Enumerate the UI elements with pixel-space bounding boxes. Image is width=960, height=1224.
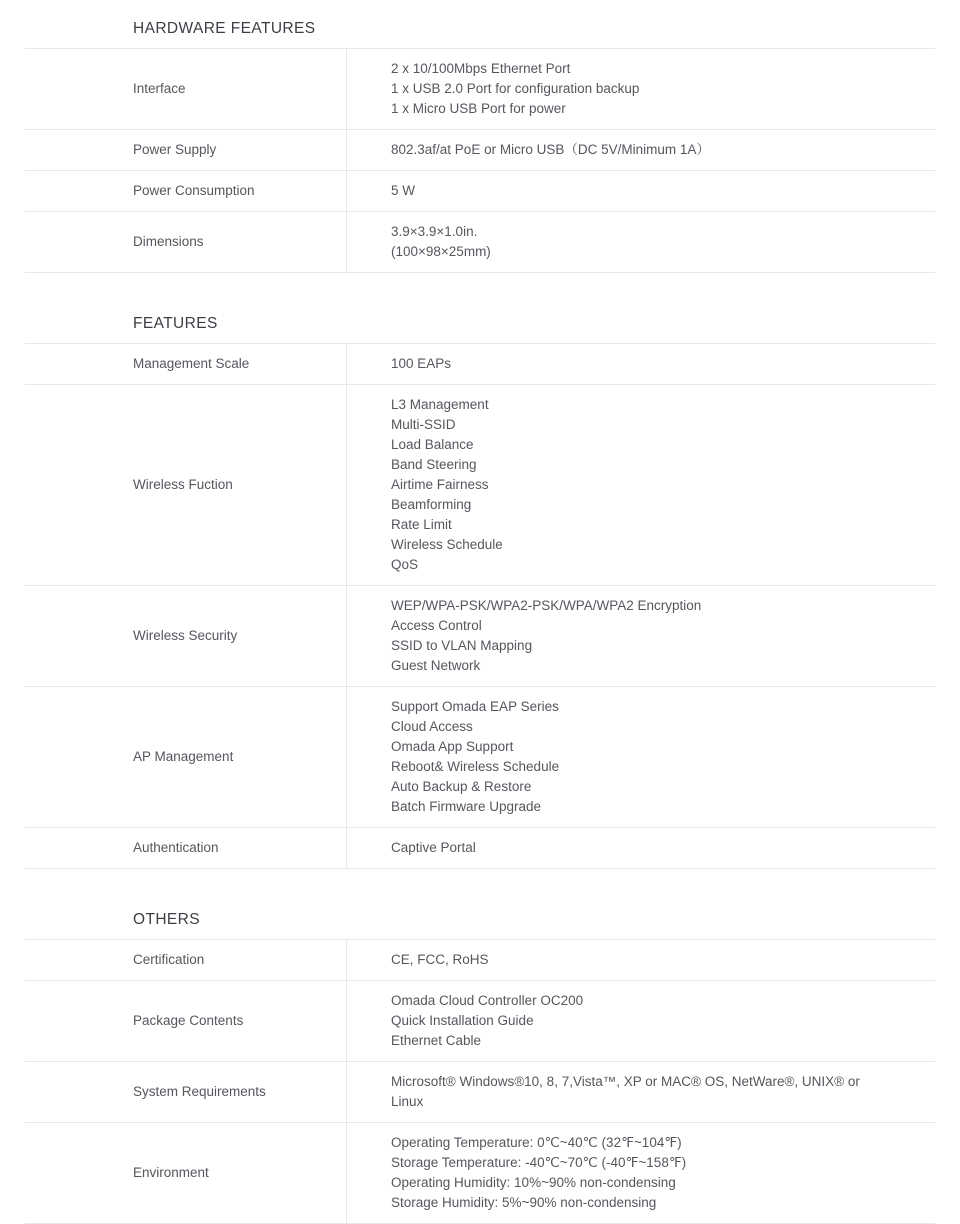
spec-value-line: SSID to VLAN Mapping <box>391 638 533 653</box>
spec-value-line: Storage Humidity: 5%~90% non-condensing <box>391 1195 657 1210</box>
spec-value-line: Guest Network <box>391 658 481 673</box>
spec-value-line: L3 Management <box>391 397 489 412</box>
spec-value-line: Airtime Fairness <box>391 477 489 492</box>
spec-label: Interface <box>133 81 186 96</box>
spec-row-system-requirements <box>25 1061 935 1122</box>
spec-row-power-consumption <box>25 170 935 211</box>
spec-row-package-contents <box>25 980 935 1061</box>
spec-label-cell <box>25 171 346 211</box>
spec-value-cell <box>346 586 935 686</box>
spec-value-cell <box>346 49 935 129</box>
spec-row-authentication <box>25 827 935 868</box>
section-title: HARDWARE FEATURES <box>133 20 316 37</box>
spec-label: Dimensions <box>133 234 204 249</box>
spec-value-line: Captive Portal <box>391 840 476 855</box>
spec-label: System Requirements <box>133 1084 266 1099</box>
spec-value-line: Microsoft® Windows®10, 8, 7,Vista™, XP or MAC® OS, NetWare®, UNIX® or <box>391 1074 860 1089</box>
spec-value-line: 100 EAPs <box>391 356 452 371</box>
spec-row-wireless-security <box>25 585 935 686</box>
spec-label: Power Consumption <box>133 183 255 198</box>
spec-value-line: Load Balance <box>391 437 474 452</box>
spec-label-cell <box>25 212 346 272</box>
spec-label-cell <box>25 586 346 686</box>
spec-value-line: CE, FCC, RoHS <box>391 952 489 967</box>
spec-value-cell <box>346 828 935 868</box>
spec-value-line: Omada Cloud Controller OC200 <box>391 993 584 1008</box>
section-others <box>25 910 935 1224</box>
spec-value-line: Multi-SSID <box>391 417 456 432</box>
spec-value-line: 802.3af/at PoE or Micro USB（DC 5V/Minimum 1A） <box>391 142 710 157</box>
section-features <box>25 314 935 869</box>
spec-value-line: 5 W <box>391 183 416 198</box>
spec-label-cell <box>25 49 346 129</box>
spec-label-cell <box>25 828 346 868</box>
spec-label: Wireless Security <box>133 628 238 643</box>
spec-value-cell <box>346 981 935 1061</box>
spec-value-cell <box>346 344 935 384</box>
section-hardware-features <box>25 19 935 273</box>
spec-value-line: Support Omada EAP Series <box>391 699 559 714</box>
spec-value-line: QoS <box>391 557 419 572</box>
spec-value-line: 1 x USB 2.0 Port for configuration backup <box>391 81 640 96</box>
spec-label: Wireless Fuction <box>133 477 233 492</box>
spec-label-cell <box>25 1062 346 1122</box>
spec-label: Power Supply <box>133 142 217 157</box>
spec-value-line: Wireless Schedule <box>391 537 503 552</box>
spec-value-cell <box>346 1123 935 1223</box>
spec-value-line: Auto Backup & Restore <box>391 779 532 794</box>
spec-value-line: Operating Humidity: 10%~90% non-condensing <box>391 1175 676 1190</box>
spec-label: AP Management <box>133 749 234 764</box>
spec-row-interface <box>25 49 935 129</box>
spec-sections <box>25 19 935 1224</box>
spec-label-cell <box>25 687 346 827</box>
spec-value-cell <box>346 385 935 585</box>
spec-value-line: Access Control <box>391 618 482 633</box>
spec-value-line: Cloud Access <box>391 719 473 734</box>
spec-value-line: Batch Firmware Upgrade <box>391 799 542 814</box>
spec-value-line: Rate Limit <box>391 517 452 532</box>
spec-value-cell <box>346 940 935 980</box>
spec-value-line: Operating Temperature: 0℃~40℃ (32℉~104℉) <box>391 1135 682 1150</box>
spec-value-line: Reboot& Wireless Schedule <box>391 759 560 774</box>
section-title: OTHERS <box>133 911 200 928</box>
spec-table <box>25 343 935 869</box>
spec-value-line: 3.9×3.9×1.0in. <box>391 224 478 239</box>
spec-table <box>25 939 935 1224</box>
spec-value-line: 1 x Micro USB Port for power <box>391 101 566 116</box>
spec-row-environment <box>25 1122 935 1223</box>
spec-label-cell <box>25 981 346 1061</box>
spec-row-dimensions <box>25 211 935 272</box>
spec-label-cell <box>25 344 346 384</box>
spec-label-cell <box>25 130 346 170</box>
spec-value-line: 2 x 10/100Mbps Ethernet Port <box>391 61 571 76</box>
spec-value-line: Beamforming <box>391 497 472 512</box>
spec-value-cell <box>346 1062 935 1122</box>
spec-value-line: Omada App Support <box>391 739 514 754</box>
spec-row-management-scale <box>25 344 935 384</box>
spec-label-cell <box>25 1123 346 1223</box>
spec-row-certification <box>25 940 935 980</box>
spec-row-ap-management <box>25 686 935 827</box>
spec-value-line: Band Steering <box>391 457 477 472</box>
spec-label: Package Contents <box>133 1013 244 1028</box>
spec-value-cell <box>346 171 935 211</box>
spec-label: Certification <box>133 952 205 967</box>
spec-label: Management Scale <box>133 356 250 371</box>
spec-value-line: Storage Temperature: -40℃~70℃ (-40℉~158℉) <box>391 1155 687 1170</box>
spec-label-cell <box>25 940 346 980</box>
spec-label: Authentication <box>133 840 219 855</box>
spec-value-cell <box>346 687 935 827</box>
spec-row-power-supply <box>25 129 935 170</box>
spec-label-cell <box>25 385 346 585</box>
spec-row-wireless-fuction <box>25 384 935 585</box>
spec-value-cell <box>346 130 935 170</box>
spec-value-cell <box>346 212 935 272</box>
spec-value-line: WEP/WPA-PSK/WPA2-PSK/WPA/WPA2 Encryption <box>391 598 702 613</box>
spec-value-line: (100×98×25mm) <box>391 244 491 259</box>
spec-value-line: Ethernet Cable <box>391 1033 482 1048</box>
spec-value-line: Linux <box>391 1094 424 1109</box>
spec-table <box>25 48 935 273</box>
spec-label: Environment <box>133 1165 209 1180</box>
spec-value-line: Quick Installation Guide <box>391 1013 534 1028</box>
section-title: FEATURES <box>133 315 218 332</box>
